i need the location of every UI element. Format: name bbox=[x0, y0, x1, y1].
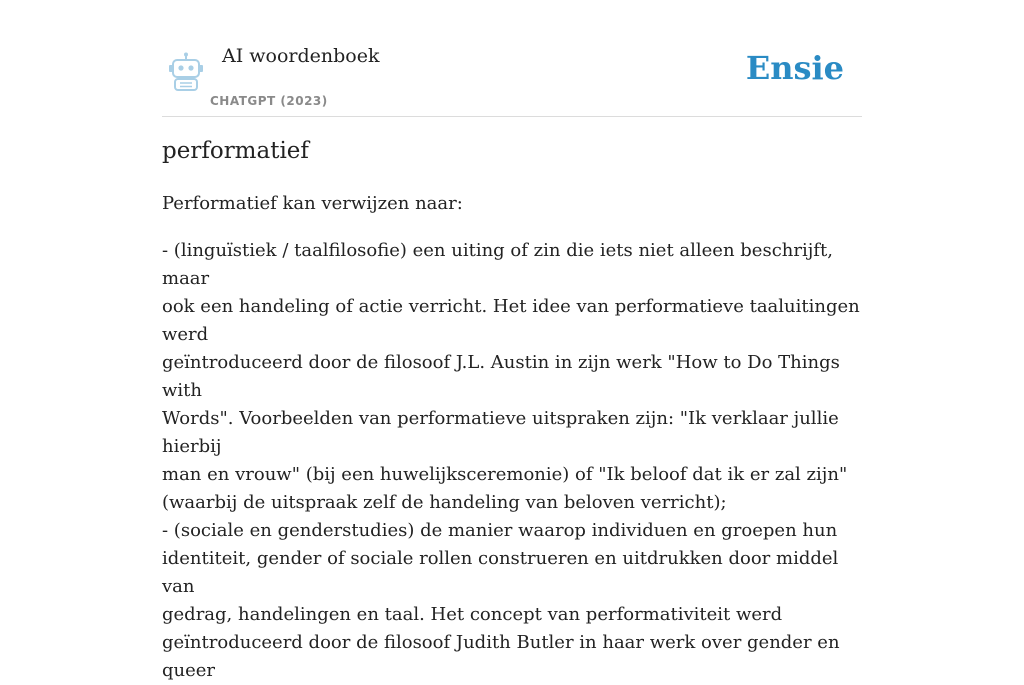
definition-body bbox=[162, 190, 862, 685]
definition-line: geïntroduceerd door de filosoof J.L. Austin in zijn werk "How to Do Things with bbox=[162, 352, 840, 401]
definition-text bbox=[162, 237, 862, 685]
definition-line: Words". Voorbeelden van performatieve uitspraken zijn: "Ik verklaar jullie hierbij bbox=[162, 408, 839, 457]
page-container bbox=[162, 0, 862, 681]
definition-line: man en vrouw" (bij een huwelijksceremonie) of "Ik beloof dat ik er zal zijn" bbox=[162, 464, 848, 485]
definition-line: (waarbij de uitspraak zelf de handeling van beloven verricht); bbox=[162, 492, 727, 513]
definition-line: - (linguïstiek / taalfilosofie) een uiting of zin die iets niet alleen beschrijft, maar bbox=[162, 240, 833, 289]
definition-intro: Performatief kan verwijzen naar: bbox=[162, 193, 463, 214]
ensie-logo[interactable]: Ensie bbox=[745, 49, 844, 87]
definition-line: identiteit, gender of sociale rollen construeren en uitdrukken door middel van bbox=[162, 548, 839, 597]
definition-line: gedrag, handelingen en taal. Het concept van performativiteit werd bbox=[162, 604, 783, 625]
entry-term: performatief bbox=[162, 138, 309, 164]
entry-header bbox=[162, 0, 862, 117]
definition-line: ook een handeling of actie verricht. Het idee van performatieve taaluitingen werd bbox=[162, 296, 860, 345]
dictionary-name[interactable]: AI woordenboek bbox=[222, 45, 380, 67]
definition-line: geïntroduceerd door de filosoof Judith Butler in haar werk over gender en queer bbox=[162, 632, 840, 681]
robot-icon bbox=[166, 52, 206, 92]
definition-line: - (sociale en genderstudies) de manier waarop individuen en groepen hun bbox=[162, 520, 838, 541]
source-label: CHATGPT (2023) bbox=[210, 94, 328, 108]
